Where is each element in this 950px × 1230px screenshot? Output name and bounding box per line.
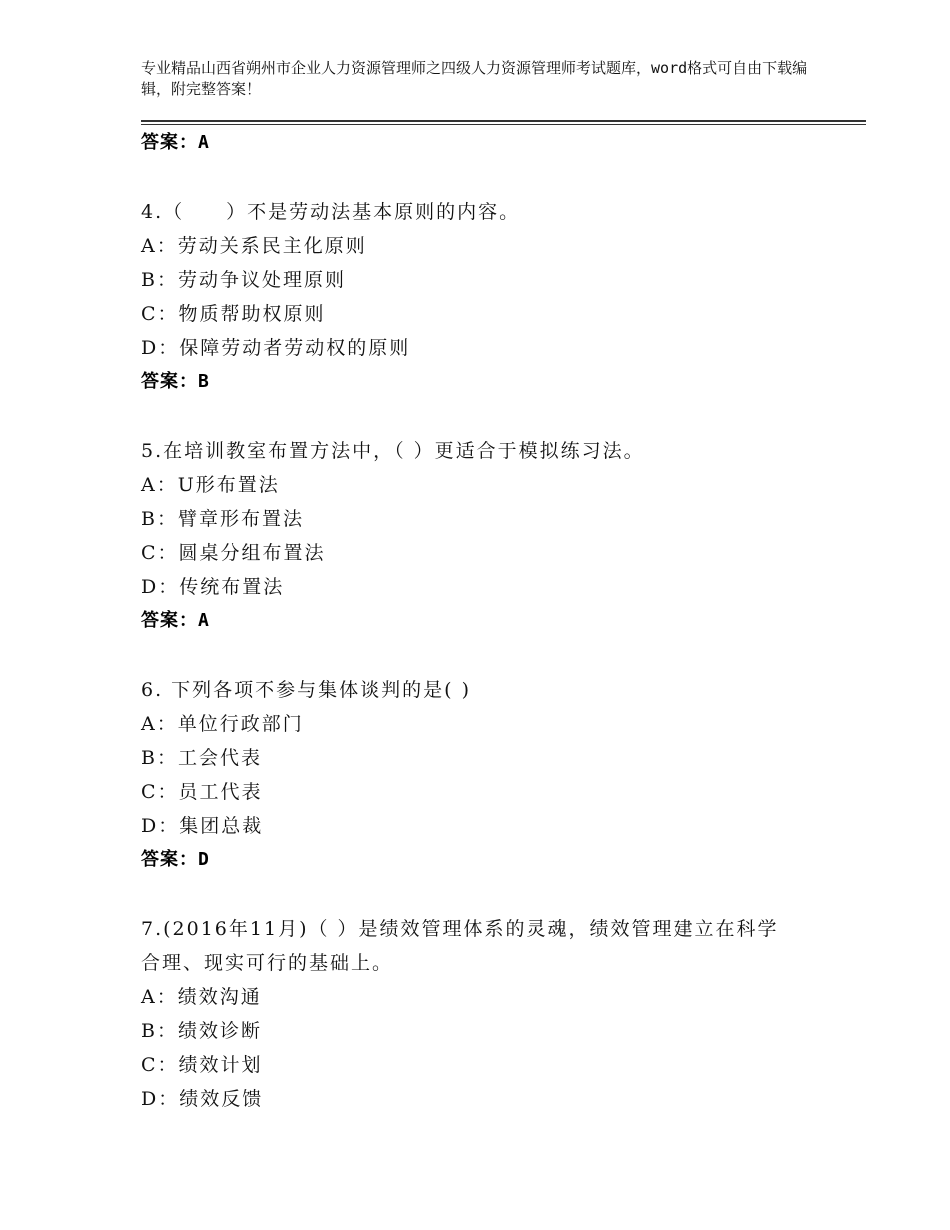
- question-4-option-d: D：保障劳动者劳动权的原则: [141, 337, 411, 359]
- answer-label: 答案：: [141, 132, 198, 153]
- question-6-stem: 6. 下列各项不参与集体谈判的是( ): [141, 679, 472, 701]
- question-5-option-c: C：圆桌分组布置法: [141, 542, 326, 564]
- question-4-option-b: B：劳动争议处理原则: [141, 269, 346, 291]
- question-6-answer: [141, 848, 209, 872]
- question-5-answer: [141, 609, 209, 633]
- question-6-option-c: C：员工代表: [141, 781, 263, 803]
- question-7-option-b: B：绩效诊断: [141, 1020, 262, 1042]
- answer-label: 答案：: [141, 610, 198, 631]
- question-5-stem: 5.在培训教室布置方法中，（ ）更适合于模拟练习法。: [141, 440, 645, 462]
- question-6-option-b: B：工会代表: [141, 747, 262, 769]
- question-7-option-d: D：绩效反馈: [141, 1088, 264, 1110]
- answer-label: 答案：: [141, 849, 198, 870]
- question-7-option-c: C：绩效计划: [141, 1054, 263, 1076]
- header-divider-thin: [141, 124, 866, 125]
- question-7-stem-line-2: 合理、现实可行的基础上。: [141, 952, 394, 974]
- question-5-option-b: B：臂章形布置法: [141, 508, 304, 530]
- answer-prev: [141, 131, 209, 155]
- answer-value: D: [198, 849, 209, 870]
- question-6-option-d: D：集团总裁: [141, 815, 264, 837]
- question-4-option-c: C：物质帮助权原则: [141, 303, 326, 325]
- header-divider-thick: [141, 120, 866, 122]
- answer-value: B: [198, 371, 209, 392]
- question-4-stem: 4.（ ）不是劳动法基本原则的内容。: [141, 201, 521, 223]
- question-5-option-a: A：U形布置法: [141, 474, 280, 496]
- question-7-option-a: A：绩效沟通: [141, 986, 262, 1008]
- question-4-answer: [141, 370, 209, 394]
- answer-value: A: [198, 610, 209, 631]
- question-5-option-d: D：传统布置法: [141, 576, 285, 598]
- page-header: 专业精品山西省朔州市企业人力资源管理师之四级人力资源管理师考试题库，word格式可自由下载编辑，附完整答案！: [141, 59, 808, 98]
- question-7-stem-line-1: 7.(2016年11月)（ ）是绩效管理体系的灵魂，绩效管理建立在科学: [141, 918, 779, 940]
- question-6-option-a: A：单位行政部门: [141, 713, 304, 735]
- answer-label: 答案：: [141, 371, 198, 392]
- question-4-option-a: A：劳动关系民主化原则: [141, 235, 367, 257]
- answer-value: A: [198, 132, 209, 153]
